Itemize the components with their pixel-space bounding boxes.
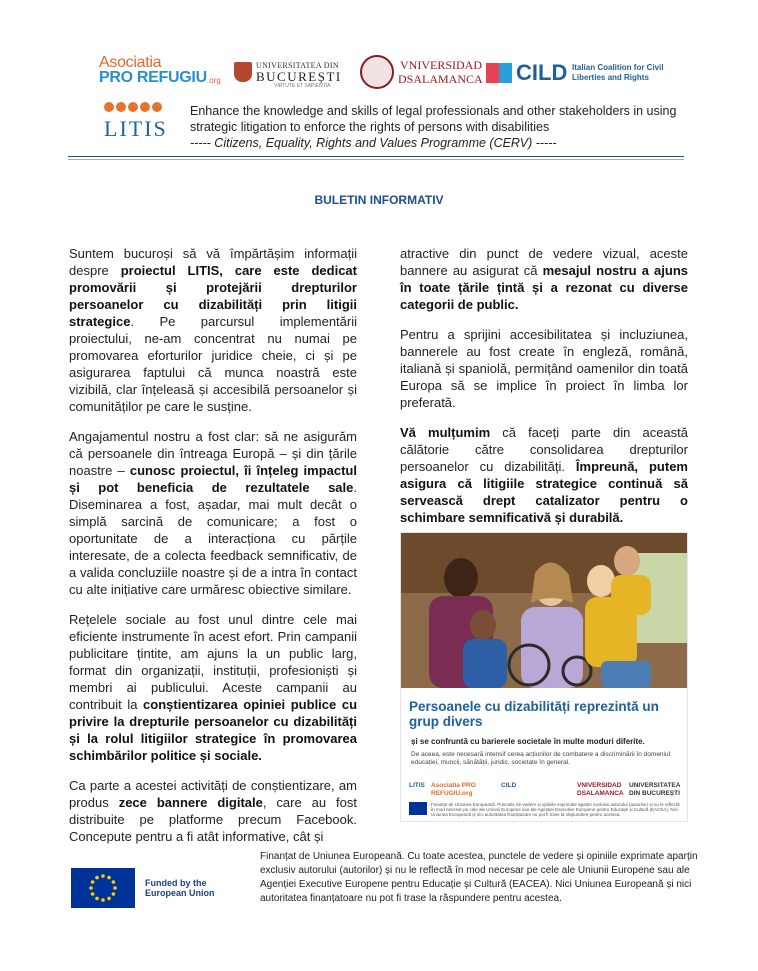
text-run: Ca parte a acestei activități de conștientizare, am produs	[69, 778, 357, 810]
paragraph-banners	[69, 777, 357, 845]
salamanca-line1: VNIVERSIDAD	[400, 58, 482, 72]
salamanca-seal-icon	[360, 55, 394, 89]
eu-funding-label	[145, 878, 219, 898]
bold-run: mesajul nostru a ajuns în toate țările țintă și a rezonat cu diverse categorii de public.	[400, 263, 688, 312]
text-run: Rețelele sociale au fost unul dintre cele mai eficiente instrumente în acest efort. Prin campanii publicitare țintite, am ajuns la un public larg, format din organizații, instituții, profesioniști și membri ai publicului. Aceste campanii au contribuit la	[69, 612, 357, 712]
cild-mark-icon-2	[499, 63, 512, 83]
text-run: Suntem bucuroși să vă împărtășim informații despre	[69, 246, 357, 278]
litis-dot-icon	[104, 102, 114, 112]
banner-logo-litis: LITIS	[409, 782, 425, 789]
banner-subline: și se confruntă cu barierele societale în multe moduri diferite.	[411, 737, 645, 746]
banner-funding-text: Finanțat de Uniunea Europeană. Punctele de vedere și opiniile exprimate aparțin exclusiv autorului (autorilor) și nu le reflectă în mod necesar pe cele ale Uniunii Europene sau ale Agenției Executive Europene pentru Educație și Cultură (EACEA). Nici Uniunea Europeană și nici autoritatea finanțatoare nu pot fi trase la răspundere pentru acestea.	[431, 802, 680, 817]
university-bucharest-logo	[234, 52, 346, 92]
text-run: . Pe parcursul implementării proiectului, ne-am concentrat nu numai pe promovarea eforturilor juridice cheie, ci și pe asigurarea faptului că munca noastră este vizibilă, clar înțeleasă și accesibilă persoanelor și comunităților pe care le susține.	[69, 314, 357, 414]
bold-run: conștientizarea opiniei publice cu privire la drepturile persoanelor cu dizabilități și la rolul litigiilor strategice în promovarea schimbărilor politice și sociale.	[69, 697, 358, 763]
pro-refugiu-logo	[96, 52, 224, 92]
banner-partner-logos	[409, 782, 681, 798]
document-title: BULETIN INFORMATIV	[314, 193, 444, 207]
university-bucharest-line2: BUCUREȘTI	[256, 69, 342, 84]
eu-flag-icon	[409, 802, 427, 815]
banner-logo-cild: CILD	[501, 782, 517, 789]
bold-run: Vă mulțumim	[400, 425, 491, 440]
text-run: Angajamentul nostru a fost clar: să ne asigurăm că persoanele din întreaga Europă – și din țările noastre –	[69, 429, 357, 478]
bold-run: zece bannere digitale	[118, 795, 263, 810]
paragraph-social-media	[69, 611, 357, 764]
project-description	[190, 103, 710, 151]
left-column	[69, 245, 357, 858]
header-divider	[68, 156, 684, 157]
litis-logo	[102, 100, 168, 144]
bold-run: Împreună, putem asigura că litigiile strategice continuă să servească drept catalizator pentru o schimbare semnificativă și durabilă.	[400, 459, 688, 525]
banner-funding	[409, 801, 681, 817]
university-bucharest-line1: UNIVERSITATEA DIN	[256, 61, 339, 70]
partner-logos	[96, 52, 686, 92]
text-run: atractive din punct de vedere vizual, aceste bannere au asigurat că	[400, 246, 688, 278]
cild-logo	[486, 52, 686, 92]
group-photo	[401, 533, 688, 688]
eu-funding-label-line2: European Union	[145, 888, 215, 898]
header-divider-secondary	[68, 159, 684, 160]
pro-refugiu-logo-suffix: .org	[207, 76, 221, 85]
university-salamanca-logo	[360, 52, 483, 92]
eu-funding-logo	[71, 868, 217, 908]
group-photo-illustration	[401, 533, 688, 688]
paragraph-intro	[69, 245, 357, 415]
banner-logo-pro-refugiu: Asociatia PRO REFUGIU.org	[431, 782, 476, 797]
litis-wordmark: LITIS	[104, 116, 168, 141]
text-run: , care au fost distribuite pe platforme precum Facebook. Concepute pentru a fi atât informative, cât și	[69, 795, 357, 844]
banner-logo-salamanca: VNIVERSIDAD DSALAMANCA	[577, 782, 624, 797]
salamanca-line2: DSALAMANCA	[398, 72, 483, 86]
digital-banner-image	[400, 532, 688, 822]
right-column	[400, 245, 688, 539]
programme-name: ----- Citizens, Equality, Rights and Values Programme (CERV) -----	[190, 136, 557, 150]
bold-run: cunosc proiectul, îi înțeleg impactul și pot beneficia de rezultatele sale	[69, 463, 357, 495]
litis-dot-icon	[152, 102, 162, 112]
pro-refugiu-logo-line2: PRO REFUGIU	[99, 69, 207, 86]
paragraph-commitment	[69, 428, 357, 598]
cild-mark-icon	[486, 63, 499, 83]
eu-flag-icon	[71, 868, 135, 908]
banner-note: De aceea, este necesară intensif cerea acțiunilor de combatere a discriminării în domeniul educației, muncii, sănătății, juridic, societate în general.	[411, 751, 671, 766]
university-bucharest-tagline: VIRTUTE ET SAPIENTIA	[274, 83, 331, 89]
footer-disclaimer: Finanțat de Uniunea Europeană. Cu toate acestea, punctele de vedere și opiniile exprimate aparțin exclusiv autorului (autorilor) și nu le reflectă în mod necesar pe cele ale Uniunii Europene sau ale Agenției Executive Europene pentru Educație și Cultură (EACEA). Nici Uniunea Europeană și nici autoritatea finanțatoare nu pot fi trase la răspundere pentru acestea.	[260, 851, 698, 904]
paragraph-accessibility: Pentru a sprijini accesibilitatea și incluziunea, bannerele au fost create în engleză, română, italiană și spaniolă, permițând oamenilor din toată Europa să se implice în proiect în limba lor preferată.	[400, 327, 688, 410]
eu-stars-icon	[71, 868, 135, 908]
paragraph-banners-continued	[400, 245, 688, 313]
pro-refugiu-logo-line1: Asociatia	[99, 54, 162, 71]
bold-run: proiectul LITIS, care este dedicat promovării și protejării drepturilor persoanelor cu dizabilități prin litigii strategice	[69, 263, 357, 329]
litis-dot-icon	[140, 102, 150, 112]
banner-logo-bucharest: UNIVERSITATEA DIN BUCUREȘTI	[629, 782, 681, 797]
project-line-1: Enhance the knowledge and skills of legal professionals and other stakeholders in using	[190, 104, 677, 118]
text-run: că faceți parte din această călătorie către consolidarea drepturilor persoanelor cu dizabilități.	[400, 425, 688, 474]
cild-subtitle: Italian Coalition for Civil Liberties and Rights	[572, 63, 664, 82]
paragraph-thanks	[400, 424, 688, 526]
banner-headline: Persoanele cu dizabilități reprezintă un grup divers	[409, 699, 659, 729]
university-crest-icon	[234, 62, 252, 82]
litis-dot-icon	[128, 102, 138, 112]
cild-name: CILD	[516, 60, 568, 85]
eu-funding-label-line1: Funded by the	[145, 878, 207, 888]
project-line-2: strategic litigation to enforce the rights of persons with disabilities	[190, 120, 550, 134]
text-run: . Diseminarea a fost, așadar, mai mult decât o simplă sarcină de comunicare; a fost o oportunitate de a interacționa cu părțile interesate, de a colecta feedback semnificativ, de a valida concluziile noastre și de a intra în contact cu alte inițiative care urmăresc obiective similare.	[69, 480, 357, 597]
litis-dot-icon	[116, 102, 126, 112]
